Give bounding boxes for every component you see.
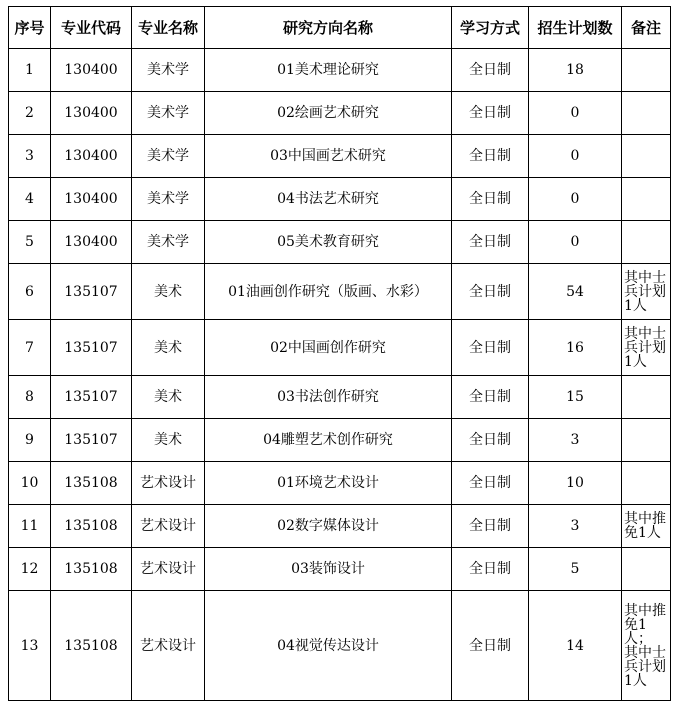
cell-no: 5 xyxy=(9,221,51,264)
cell-direction: 02中国画创作研究 xyxy=(205,320,452,376)
table-row xyxy=(9,49,671,92)
cell-code: 135108 xyxy=(51,505,132,548)
table-row xyxy=(9,320,671,376)
cell-major: 美术 xyxy=(132,320,205,376)
cell-code: 135107 xyxy=(51,419,132,462)
table-row xyxy=(9,135,671,178)
table-row xyxy=(9,178,671,221)
cell-mode: 全日制 xyxy=(452,49,529,92)
cell-code: 135107 xyxy=(51,264,132,320)
cell-mode: 全日制 xyxy=(452,591,529,701)
cell-major: 艺术设计 xyxy=(132,462,205,505)
cell-no: 1 xyxy=(9,49,51,92)
cell-note xyxy=(622,320,671,376)
cell-note xyxy=(622,505,671,548)
header-direction: 研究方向名称 xyxy=(205,7,452,49)
cell-direction: 03书法创作研究 xyxy=(205,376,452,419)
cell-mode: 全日制 xyxy=(452,505,529,548)
cell-note xyxy=(622,135,671,178)
cell-code: 130400 xyxy=(51,221,132,264)
cell-no: 12 xyxy=(9,548,51,591)
table-row xyxy=(9,264,671,320)
cell-major: 艺术设计 xyxy=(132,505,205,548)
cell-code: 135108 xyxy=(51,462,132,505)
cell-direction: 02绘画艺术研究 xyxy=(205,92,452,135)
cell-no: 2 xyxy=(9,92,51,135)
table-row xyxy=(9,462,671,505)
cell-note xyxy=(622,419,671,462)
cell-note xyxy=(622,376,671,419)
cell-note xyxy=(622,49,671,92)
cell-no: 4 xyxy=(9,178,51,221)
cell-direction: 04书法艺术研究 xyxy=(205,178,452,221)
cell-direction: 03装饰设计 xyxy=(205,548,452,591)
cell-note xyxy=(622,92,671,135)
cell-code: 130400 xyxy=(51,49,132,92)
cell-major: 美术学 xyxy=(132,221,205,264)
table-row xyxy=(9,591,671,701)
cell-plan: 16 xyxy=(529,320,622,376)
cell-plan: 14 xyxy=(529,591,622,701)
cell-plan: 0 xyxy=(529,221,622,264)
cell-plan: 5 xyxy=(529,548,622,591)
cell-code: 130400 xyxy=(51,135,132,178)
cell-note xyxy=(622,462,671,505)
cell-no: 13 xyxy=(9,591,51,701)
cell-major: 美术 xyxy=(132,376,205,419)
cell-major: 美术学 xyxy=(132,178,205,221)
cell-direction: 01油画创作研究（版画、水彩） xyxy=(205,264,452,320)
cell-mode: 全日制 xyxy=(452,135,529,178)
cell-major: 美术学 xyxy=(132,135,205,178)
cell-major: 美术 xyxy=(132,419,205,462)
cell-note xyxy=(622,548,671,591)
cell-no: 9 xyxy=(9,419,51,462)
cell-direction: 05美术教育研究 xyxy=(205,221,452,264)
cell-mode: 全日制 xyxy=(452,92,529,135)
cell-mode: 全日制 xyxy=(452,178,529,221)
cell-mode: 全日制 xyxy=(452,320,529,376)
cell-mode: 全日制 xyxy=(452,548,529,591)
cell-note xyxy=(622,591,671,701)
table-row xyxy=(9,419,671,462)
cell-no: 3 xyxy=(9,135,51,178)
note-text: 其中推 免1 人； 其中士 兵计划 1人 xyxy=(624,602,666,689)
cell-plan: 3 xyxy=(529,505,622,548)
cell-major: 美术 xyxy=(132,264,205,320)
cell-major: 美术学 xyxy=(132,92,205,135)
cell-code: 135108 xyxy=(51,591,132,701)
cell-note xyxy=(622,264,671,320)
header-code: 专业代码 xyxy=(51,7,132,49)
note-text: 其中士 兵计划 1人 xyxy=(624,269,666,314)
cell-plan: 18 xyxy=(529,49,622,92)
header-major: 专业名称 xyxy=(132,7,205,49)
note-text: 其中推 免1人 xyxy=(624,511,666,541)
header-plan: 招生计划数 xyxy=(529,7,622,49)
cell-mode: 全日制 xyxy=(452,462,529,505)
header-note: 备注 xyxy=(622,7,671,49)
cell-plan: 54 xyxy=(529,264,622,320)
cell-code: 130400 xyxy=(51,92,132,135)
header-no: 序号 xyxy=(9,7,51,49)
cell-code: 130400 xyxy=(51,178,132,221)
cell-major: 艺术设计 xyxy=(132,591,205,701)
table-row xyxy=(9,92,671,135)
header-row xyxy=(9,7,671,49)
cell-direction: 04视觉传达设计 xyxy=(205,591,452,701)
cell-direction: 02数字媒体设计 xyxy=(205,505,452,548)
cell-code: 135107 xyxy=(51,320,132,376)
table-row xyxy=(9,505,671,548)
cell-plan: 10 xyxy=(529,462,622,505)
cell-note xyxy=(622,221,671,264)
cell-direction: 01美术理论研究 xyxy=(205,49,452,92)
note-text: 其中士 兵计划 1人 xyxy=(624,325,666,370)
cell-plan: 3 xyxy=(529,419,622,462)
cell-plan: 0 xyxy=(529,178,622,221)
cell-mode: 全日制 xyxy=(452,376,529,419)
cell-note xyxy=(622,178,671,221)
cell-major: 美术学 xyxy=(132,49,205,92)
cell-no: 11 xyxy=(9,505,51,548)
cell-direction: 01环境艺术设计 xyxy=(205,462,452,505)
cell-no: 10 xyxy=(9,462,51,505)
cell-code: 135107 xyxy=(51,376,132,419)
cell-major: 艺术设计 xyxy=(132,548,205,591)
cell-mode: 全日制 xyxy=(452,419,529,462)
cell-plan: 0 xyxy=(529,135,622,178)
enrollment-table xyxy=(8,6,671,701)
table-row xyxy=(9,376,671,419)
cell-direction: 04雕塑艺术创作研究 xyxy=(205,419,452,462)
cell-no: 8 xyxy=(9,376,51,419)
cell-no: 6 xyxy=(9,264,51,320)
cell-code: 135108 xyxy=(51,548,132,591)
cell-no: 7 xyxy=(9,320,51,376)
header-mode: 学习方式 xyxy=(452,7,529,49)
cell-direction: 03中国画艺术研究 xyxy=(205,135,452,178)
cell-mode: 全日制 xyxy=(452,221,529,264)
cell-plan: 0 xyxy=(529,92,622,135)
table-row xyxy=(9,548,671,591)
cell-plan: 15 xyxy=(529,376,622,419)
table-row xyxy=(9,221,671,264)
cell-mode: 全日制 xyxy=(452,264,529,320)
